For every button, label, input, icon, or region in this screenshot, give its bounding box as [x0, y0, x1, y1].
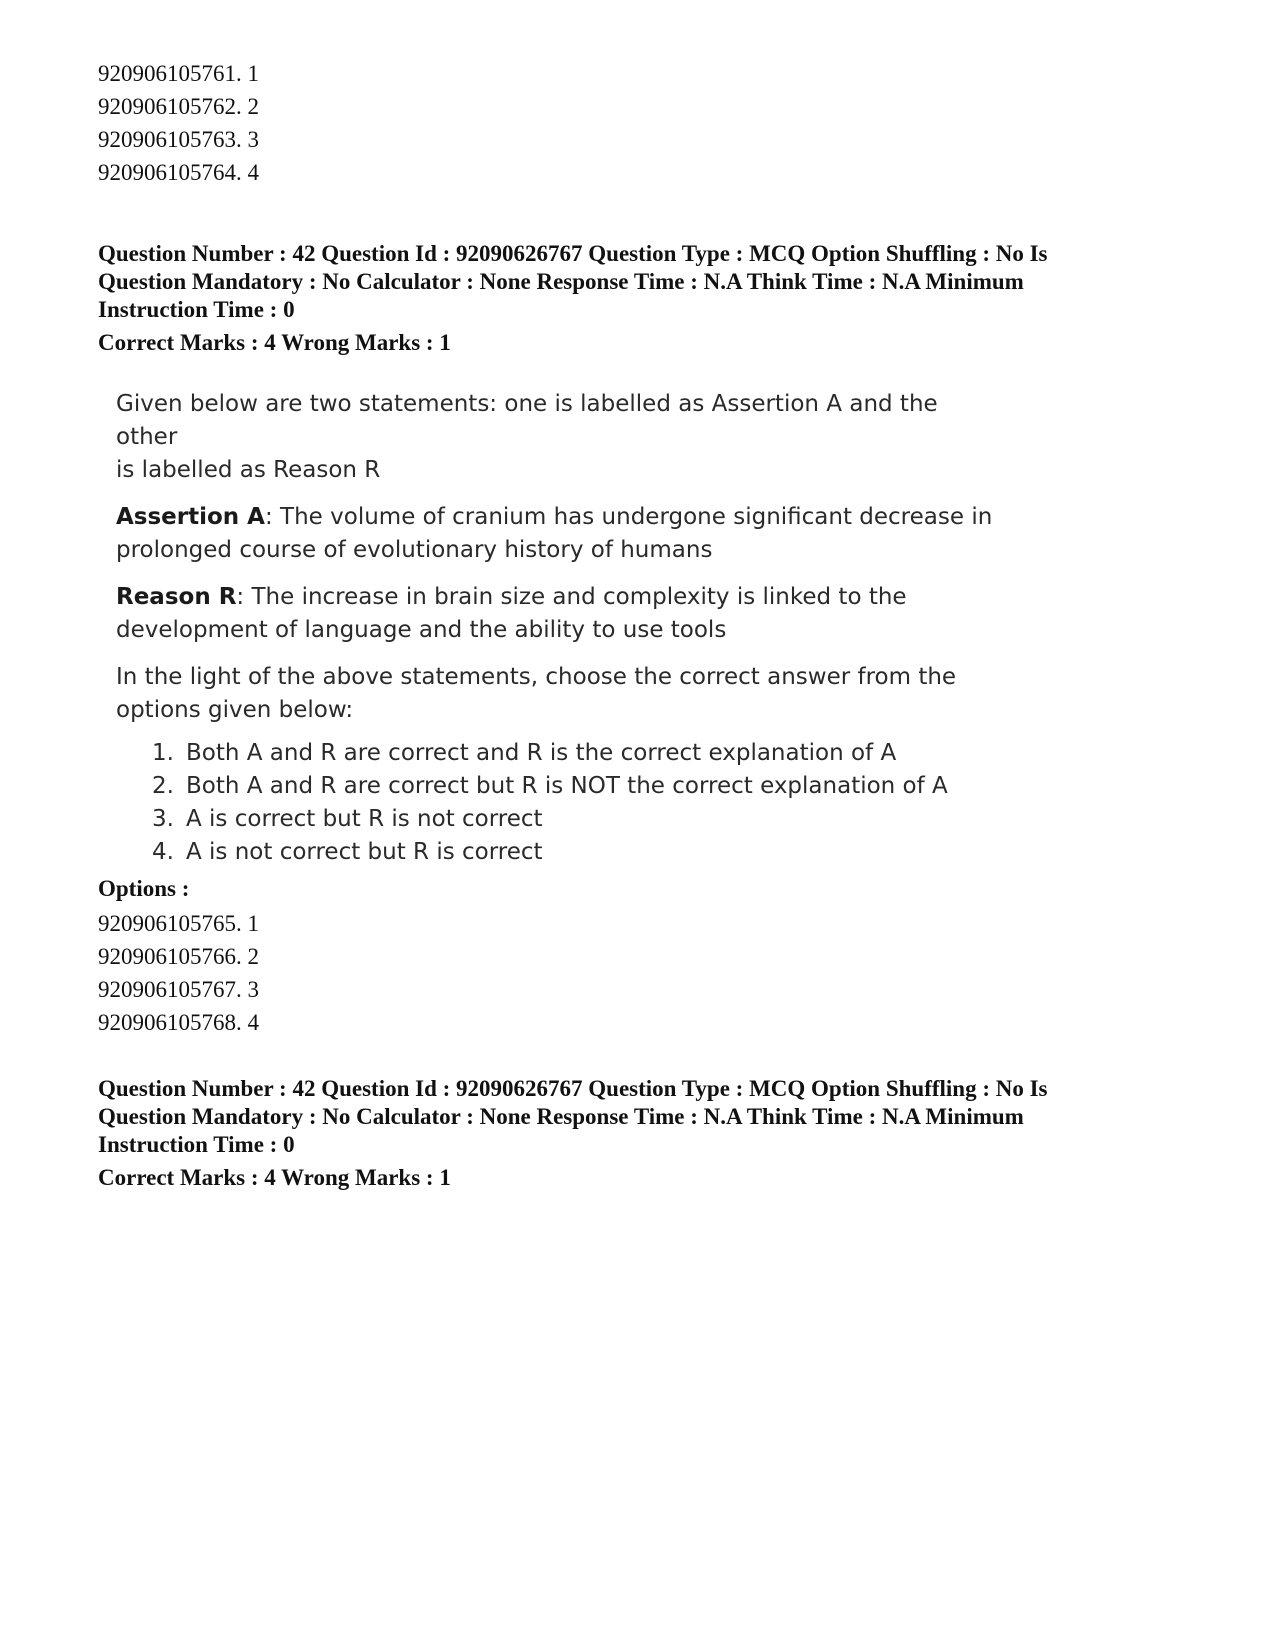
question-marks: Correct Marks : 4 Wrong Marks : 1 — [98, 330, 451, 355]
next-question-meta — [98, 1075, 1178, 1159]
prev-option-4: 920906105764. 4 — [98, 160, 259, 185]
choice-text: Both A and R are correct and R is the correct explanation of A — [186, 740, 897, 766]
option-3-id: 920906105767 — [98, 977, 236, 1002]
choice-text: Both A and R are correct but R is NOT the correct explanation of A — [186, 773, 948, 799]
option-2-label: 2 — [247, 944, 259, 969]
prev-option-1-id: 920906105761 — [98, 61, 236, 86]
prev-option-4-label: 4 — [247, 160, 259, 185]
prev-option-1-label: 1 — [247, 61, 259, 86]
options-label: Options : — [98, 876, 190, 901]
next-question-meta-line2: Question Mandatory : No Calculator : None Response Time : N.A Think Time : N.A Minimum — [98, 1104, 1024, 1129]
option-3-label: 3 — [247, 977, 259, 1002]
choice-list — [116, 737, 996, 869]
reason-text-line1: : The increase in brain size and complexity is linked to the — [236, 584, 907, 610]
prev-option-2-id: 920906105762 — [98, 94, 236, 119]
reason-statement — [116, 581, 996, 647]
choice-number: 2. — [152, 773, 174, 799]
prev-option-2: 920906105762. 2 — [98, 94, 259, 119]
next-question-marks: Correct Marks : 4 Wrong Marks : 1 — [98, 1165, 451, 1190]
next-question-meta-line1: Question Number : 42 Question Id : 92090626767 Question Type : MCQ Option Shuffling : No Is — [98, 1076, 1048, 1101]
option-1-label: 1 — [247, 911, 259, 936]
option-4: 920906105768. 4 — [98, 1010, 259, 1035]
choice-item — [152, 737, 996, 770]
option-2-id: 920906105766 — [98, 944, 236, 969]
choice-text: A is not correct but R is correct — [186, 839, 543, 865]
question-instruction-line2: options given below: — [116, 697, 354, 723]
option-4-label: 4 — [247, 1010, 259, 1035]
choice-item — [152, 770, 996, 803]
question-instruction — [116, 661, 996, 727]
option-2: 920906105766. 2 — [98, 944, 259, 969]
question-meta-line3: Instruction Time : 0 — [98, 297, 295, 322]
reason-label: Reason R — [116, 584, 237, 610]
option-3: 920906105767. 3 — [98, 977, 259, 1002]
question-instruction-line1: In the light of the above statements, choose the correct answer from the — [116, 664, 957, 690]
choice-item — [152, 836, 996, 869]
choice-number: 3. — [152, 806, 174, 832]
choice-text: A is correct but R is not correct — [186, 806, 543, 832]
option-4-id: 920906105768 — [98, 1010, 236, 1035]
reason-text-line2: development of language and the ability to use tools — [116, 617, 727, 643]
choice-number: 1. — [152, 740, 174, 766]
next-question-meta-line3: Instruction Time : 0 — [98, 1132, 295, 1157]
prev-option-2-label: 2 — [247, 94, 259, 119]
assertion-text-line1: : The volume of cranium has undergone significant decrease in — [264, 504, 993, 530]
assertion-statement — [116, 501, 996, 567]
question-body — [116, 388, 996, 869]
question-meta-line1: Question Number : 42 Question Id : 92090626767 Question Type : MCQ Option Shuffling : No Is — [98, 241, 1048, 266]
question-intro — [116, 388, 996, 487]
question-intro-line2: is labelled as Reason R — [116, 457, 381, 483]
question-meta — [98, 240, 1178, 324]
question-intro-line1: Given below are two statements: one is labelled as Assertion A and the other — [116, 391, 938, 450]
prev-option-4-id: 920906105764 — [98, 160, 236, 185]
prev-option-3-id: 920906105763 — [98, 127, 236, 152]
assertion-text-line2: prolonged course of evolutionary history of humans — [116, 537, 713, 563]
choice-number: 4. — [152, 839, 174, 865]
prev-option-1: 920906105761. 1 — [98, 61, 259, 86]
question-meta-line2: Question Mandatory : No Calculator : None Response Time : N.A Think Time : N.A Minimum — [98, 269, 1024, 294]
option-1-id: 920906105765 — [98, 911, 236, 936]
prev-option-3-label: 3 — [247, 127, 259, 152]
choice-item — [152, 803, 996, 836]
option-1: 920906105765. 1 — [98, 911, 259, 936]
assertion-label: Assertion A — [116, 504, 265, 530]
prev-option-3: 920906105763. 3 — [98, 127, 259, 152]
